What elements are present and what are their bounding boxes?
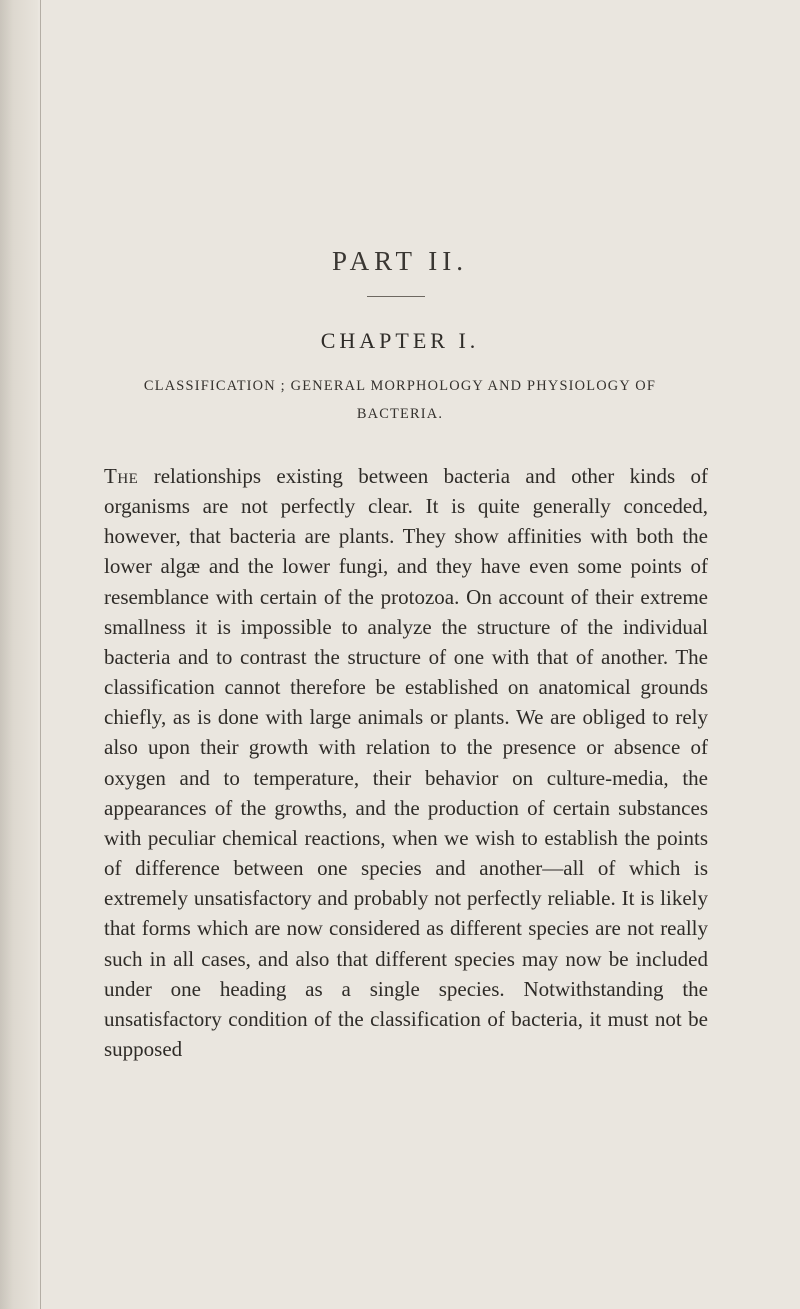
paragraph-lead-word: The [104,464,139,488]
part-heading: PART II. [332,246,468,276]
heading-divider [367,296,425,297]
paragraph-text: relationships existing between bacteria and other kinds of organisms are not perfectly clear. It is quite generally conceded, however, that bacteria are plants. They show affinities with both the lower algæ and the lower fungi, and they have even some points of resemblance with certain of the protozoa. On account of their extreme smallness it is impossible to analyze the structure of the individual bacteria and to contrast the structure of one with that of another. The classification cannot therefore be established on anatomical grounds chiefly, as is done with large animals or plants. We are obliged to rely also upon their growth with relation to the presence or absence of oxygen and to temperature, their behavior on culture-media, the appearances of the growths, and the production of certain substances with peculiar chemical reactions, when we wish to establish the points of difference between one species and another—all of which is extremely unsatisfactory and probably not perfectly reliable. It is likely that forms which are now considered as different species are not really such in all cases, and also that different species may now be included under one heading as a single species. Notwithstanding the unsatisfactory condition of the classification of bacteria, it must not be supposed [104,464,708,1061]
chapter-subtitle: CLASSIFICATION ; GENERAL MORPHOLOGY AND PHYSIOLOGY OF BACTERIA. [143,378,657,422]
page-edge-line [40,0,41,1309]
body-paragraph [104,461,708,1064]
binding-shadow [0,0,38,1309]
chapter-heading: CHAPTER I. [320,328,480,353]
